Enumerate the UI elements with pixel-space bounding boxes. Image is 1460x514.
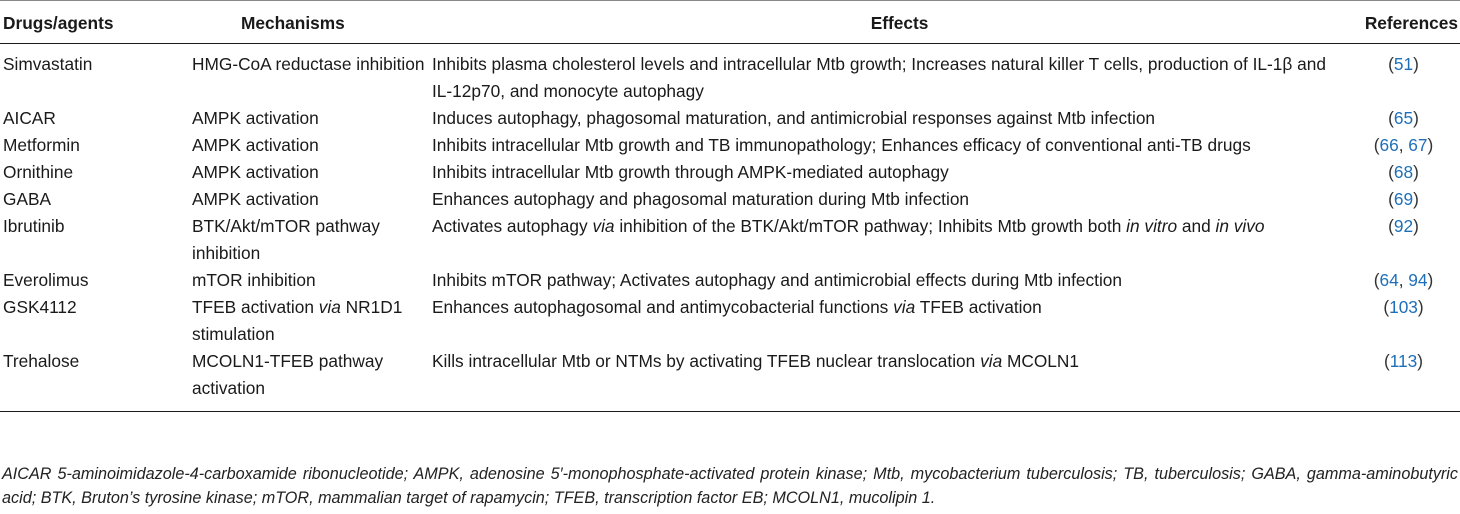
reference-link[interactable]: 113	[1389, 351, 1418, 371]
cell-mechanism: HMG-CoA reductase inhibition	[192, 54, 425, 74]
effect-text: Kills intracellular Mtb or NTMs by activating TFEB nuclear translocation	[432, 351, 981, 371]
cell-reference: (64, 94)	[1373, 270, 1434, 290]
table-row	[0, 348, 1460, 412]
effect-text: Enhances autophagosomal and antimycobacterial functions	[432, 297, 894, 317]
cell-effect	[432, 348, 1347, 412]
effect-text: Inhibits plasma cholesterol levels and intracellular Mtb growth; Increases natural killer T cells, production of IL-1β and IL-12p70, and monocyte autophagy	[432, 54, 1326, 101]
ref-close-paren: )	[1427, 270, 1434, 290]
table-row	[0, 294, 1460, 348]
cell-reference	[1347, 105, 1460, 132]
ref-close-paren: )	[1413, 189, 1419, 209]
cell-mechanism: AMPK activation	[192, 135, 319, 155]
cell-effect	[432, 213, 1347, 267]
effect-text: Activates autophagy	[432, 216, 593, 236]
header-drugs: Drugs/agents	[0, 0, 190, 44]
ref-close-paren: )	[1413, 216, 1419, 236]
cell-reference: (66, 67)	[1373, 135, 1434, 155]
ref-open-paren: (	[1383, 351, 1390, 371]
cell-mechanism: MCOLN1-TFEB pathway activation	[190, 348, 432, 412]
effect-text: MCOLN1	[1002, 351, 1080, 371]
cell-reference	[1347, 348, 1460, 412]
cell-reference	[1347, 44, 1460, 106]
table-header-row	[0, 0, 1460, 44]
cell-reference	[1347, 186, 1460, 213]
table-footnote: AICAR 5-aminoimidazole-4-carboxamide ribonucleotide; AMPK, adenosine 5′-monophosphate-activated protein kinase; Mtb, mycobacterium tuberculosis; TB, tuberculosis; GABA, gamma-aminobutyric acid; BTK, Bruton’s tyrosine kinase; mTOR, mammalian target of rapamycin; TFEB, transcription factor EB; MCOLN1, mucolipin 1.	[2, 465, 1458, 507]
reference-link[interactable]: 68	[1393, 162, 1414, 182]
reference-link[interactable]: 67	[1408, 135, 1428, 155]
effect-text: TFEB activation	[915, 297, 1042, 317]
reference-link[interactable]: 51	[1393, 54, 1414, 74]
cell-mechanism: AMPK activation	[192, 108, 319, 128]
table-row	[0, 132, 1460, 159]
reference-link[interactable]: 92	[1393, 216, 1414, 236]
ref-open-paren: (	[1383, 297, 1390, 317]
mechanism-text: via	[318, 297, 341, 317]
reference-link[interactable]: 94	[1408, 270, 1428, 290]
effect-text: in vitro	[1126, 216, 1178, 236]
effect-text: via	[893, 297, 916, 317]
ref-close-paren: )	[1417, 297, 1424, 317]
effect-text: Inhibits mTOR pathway; Activates autophagy and antimicrobial effects during Mtb infection	[432, 270, 1123, 290]
reference-link[interactable]: 103	[1389, 297, 1418, 317]
ref-open-paren: (	[1373, 135, 1380, 155]
cell-drug: Trehalose	[0, 348, 190, 412]
table-row	[0, 267, 1460, 294]
cell-mechanism	[190, 294, 432, 348]
cell-mechanism: BTK/Akt/mTOR pathway inhibition	[192, 216, 380, 263]
effect-text: via	[980, 351, 1003, 371]
cell-drug: Ornithine	[3, 162, 74, 182]
cell-drug: GSK4112	[3, 297, 77, 317]
effect-text: via	[592, 216, 615, 236]
effect-text: in vivo	[1215, 216, 1265, 236]
mechanism-text: TFEB activation	[192, 297, 319, 317]
ref-open-paren: (	[1388, 54, 1394, 74]
ref-close-paren: )	[1413, 54, 1419, 74]
reference-link[interactable]: 64	[1379, 270, 1399, 290]
header-mechanisms: Mechanisms	[190, 0, 432, 44]
cell-drug: Simvastatin	[3, 54, 93, 74]
cell-mechanism: AMPK activation	[192, 162, 319, 182]
cell-mechanism: mTOR inhibition	[192, 270, 316, 290]
mechanism-text: NR1D1 stimulation	[192, 297, 403, 344]
cell-reference	[1347, 159, 1460, 186]
table-row	[0, 159, 1460, 186]
effect-text: Inhibits intracellular Mtb growth and TB immunopathology; Enhances efficacy of conventional anti-TB drugs	[432, 135, 1251, 155]
ref-close-paren: )	[1413, 162, 1419, 182]
cell-effect	[432, 294, 1347, 348]
ref-open-paren: (	[1388, 216, 1394, 236]
cell-drug: Everolimus	[3, 270, 89, 290]
ref-open-paren: (	[1373, 270, 1380, 290]
table-row	[0, 44, 1460, 106]
header-effects: Effects	[432, 0, 1347, 44]
ref-close-paren: )	[1417, 351, 1424, 371]
ref-close-paren: )	[1413, 108, 1419, 128]
ref-open-paren: (	[1388, 189, 1394, 209]
reference-link[interactable]: 66	[1379, 135, 1399, 155]
reference-link[interactable]: 69	[1393, 189, 1414, 209]
ref-open-paren: (	[1388, 108, 1394, 128]
reference-link[interactable]: 65	[1393, 108, 1414, 128]
table-row	[0, 105, 1460, 132]
cell-effect	[432, 44, 1347, 106]
header-references: References	[1347, 0, 1460, 44]
effect-text: Inhibits intracellular Mtb growth through AMPK-mediated autophagy	[432, 162, 949, 182]
ref-open-paren: (	[1388, 162, 1394, 182]
cell-reference	[1347, 294, 1460, 348]
table-row	[0, 213, 1460, 267]
cell-drug: GABA	[3, 189, 52, 209]
effect-text: inhibition of the BTK/Akt/mTOR pathway; Inhibits Mtb growth both	[614, 216, 1127, 236]
cell-effect	[432, 267, 1347, 294]
effect-text: Enhances autophagy and phagosomal maturation during Mtb infection	[432, 189, 970, 209]
cell-mechanism: AMPK activation	[192, 189, 319, 209]
cell-reference	[1347, 213, 1460, 267]
cell-effect	[432, 159, 1347, 186]
table-body	[0, 44, 1460, 412]
cell-drug: Ibrutinib	[3, 216, 65, 236]
effect-text: Induces autophagy, phagosomal maturation, and antimicrobial responses against Mtb infection	[432, 108, 1156, 128]
effect-text: and	[1177, 216, 1216, 236]
ref-close-paren: )	[1427, 135, 1434, 155]
cell-drug: Metformin	[3, 135, 80, 155]
cell-effect	[432, 105, 1347, 132]
cell-drug: AICAR	[3, 108, 56, 128]
cell-effect	[432, 132, 1347, 159]
cell-effect	[432, 186, 1347, 213]
table-row	[0, 186, 1460, 213]
